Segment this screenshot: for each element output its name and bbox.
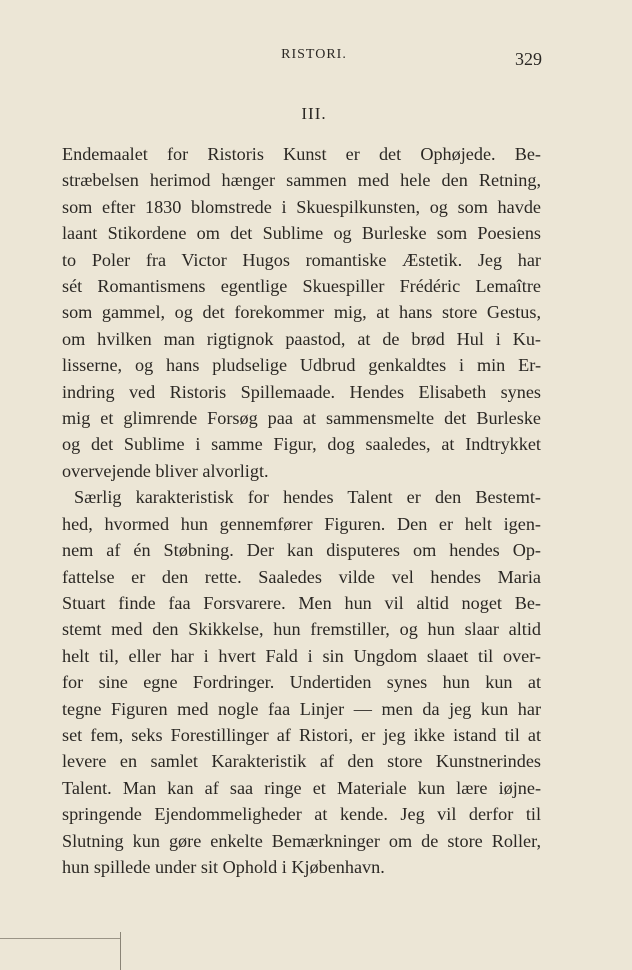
text-line: og det Sublime i samme Figur, dog saaledes, at Indtrykket (62, 434, 541, 455)
text-line: stemt med den Skikkelse, hun fremstiller, og hun slaar altid (62, 619, 541, 640)
scan-edge-tick (120, 932, 121, 970)
text-line: Slutning kun gøre enkelte Bemærkninger om de store Roller, (62, 830, 541, 851)
text-line: Særlig karakteristisk for hendes Talent er den Bestemt- (74, 487, 541, 508)
text-line: stræbelsen herimod hænger sammen med hele den Retning, (62, 170, 541, 191)
text-line: for sine egne Fordringer. Undertiden synes hun kun at (62, 672, 541, 693)
text-line: fattelse er den rette. Saaledes vilde vel hendes Maria (62, 566, 541, 587)
body-text (62, 141, 541, 880)
text-line: overvejende bliver alvorligt. (62, 460, 269, 481)
text-line: levere en samlet Karakteristik af den store Kunstnerindes (62, 751, 541, 772)
text-line: mig et glimrende Forsøg paa at sammensmelte det Burleske (62, 408, 541, 429)
text-line: hed, hvormed hun gennemfører Figuren. Den er helt igen- (62, 513, 541, 534)
text-line: Endemaalet for Ristoris Kunst er det Ophøjede. Be- (62, 144, 541, 164)
text-line: nem af én Støbning. Der kan disputeres om hendes Op- (62, 540, 541, 561)
text-line: springende Ejendommeligheder at kende. Jeg vil derfor til (62, 804, 541, 825)
text-line: helt til, eller har i hvert Fald i sin Ungdom slaaet til over- (62, 645, 541, 666)
text-line: om hvilken man rigtignok paastod, at de brød Hul i Ku- (62, 328, 541, 349)
text-line: Talent. Man kan af saa ringe et Materiale kun lære iøjne- (62, 777, 541, 798)
text-line: laant Stikordene om det Sublime og Burleske som Poesiens (62, 223, 541, 244)
running-title: RISTORI. (281, 47, 347, 62)
scan-edge-rule (0, 938, 120, 939)
text-line: to Poler fra Victor Hugos romantiske Æstetik. Jeg har (62, 249, 541, 270)
text-line: som gammel, og det forekommer mig, at hans store Gestus, (62, 302, 541, 323)
text-line: sét Romantismens egentlige Skuespiller Frédéric Lemaître (62, 276, 541, 297)
text-line: som efter 1830 blomstrede i Skuespilkunsten, og som havde (62, 196, 541, 217)
text-line: lisserne, og hans pludselige Udbrud genkaldtes i min Er- (62, 355, 541, 376)
text-line: tegne Figuren med nogle faa Linjer — men da jeg kun har (62, 698, 541, 719)
text-line: indring ved Ristoris Spillemaade. Hendes Elisabeth synes (62, 381, 541, 402)
page-number: 329 (515, 49, 542, 69)
text-line: Stuart finde faa Forsvarere. Men hun vil altid noget Be- (62, 592, 541, 613)
page-header (62, 45, 566, 69)
text-line: set fem, seks Forestillinger af Ristori, er jeg ikke istand til at (62, 724, 541, 745)
section-heading: III. (301, 104, 327, 123)
text-line: hun spillede under sit Ophold i Kjøbenhavn. (62, 856, 385, 877)
